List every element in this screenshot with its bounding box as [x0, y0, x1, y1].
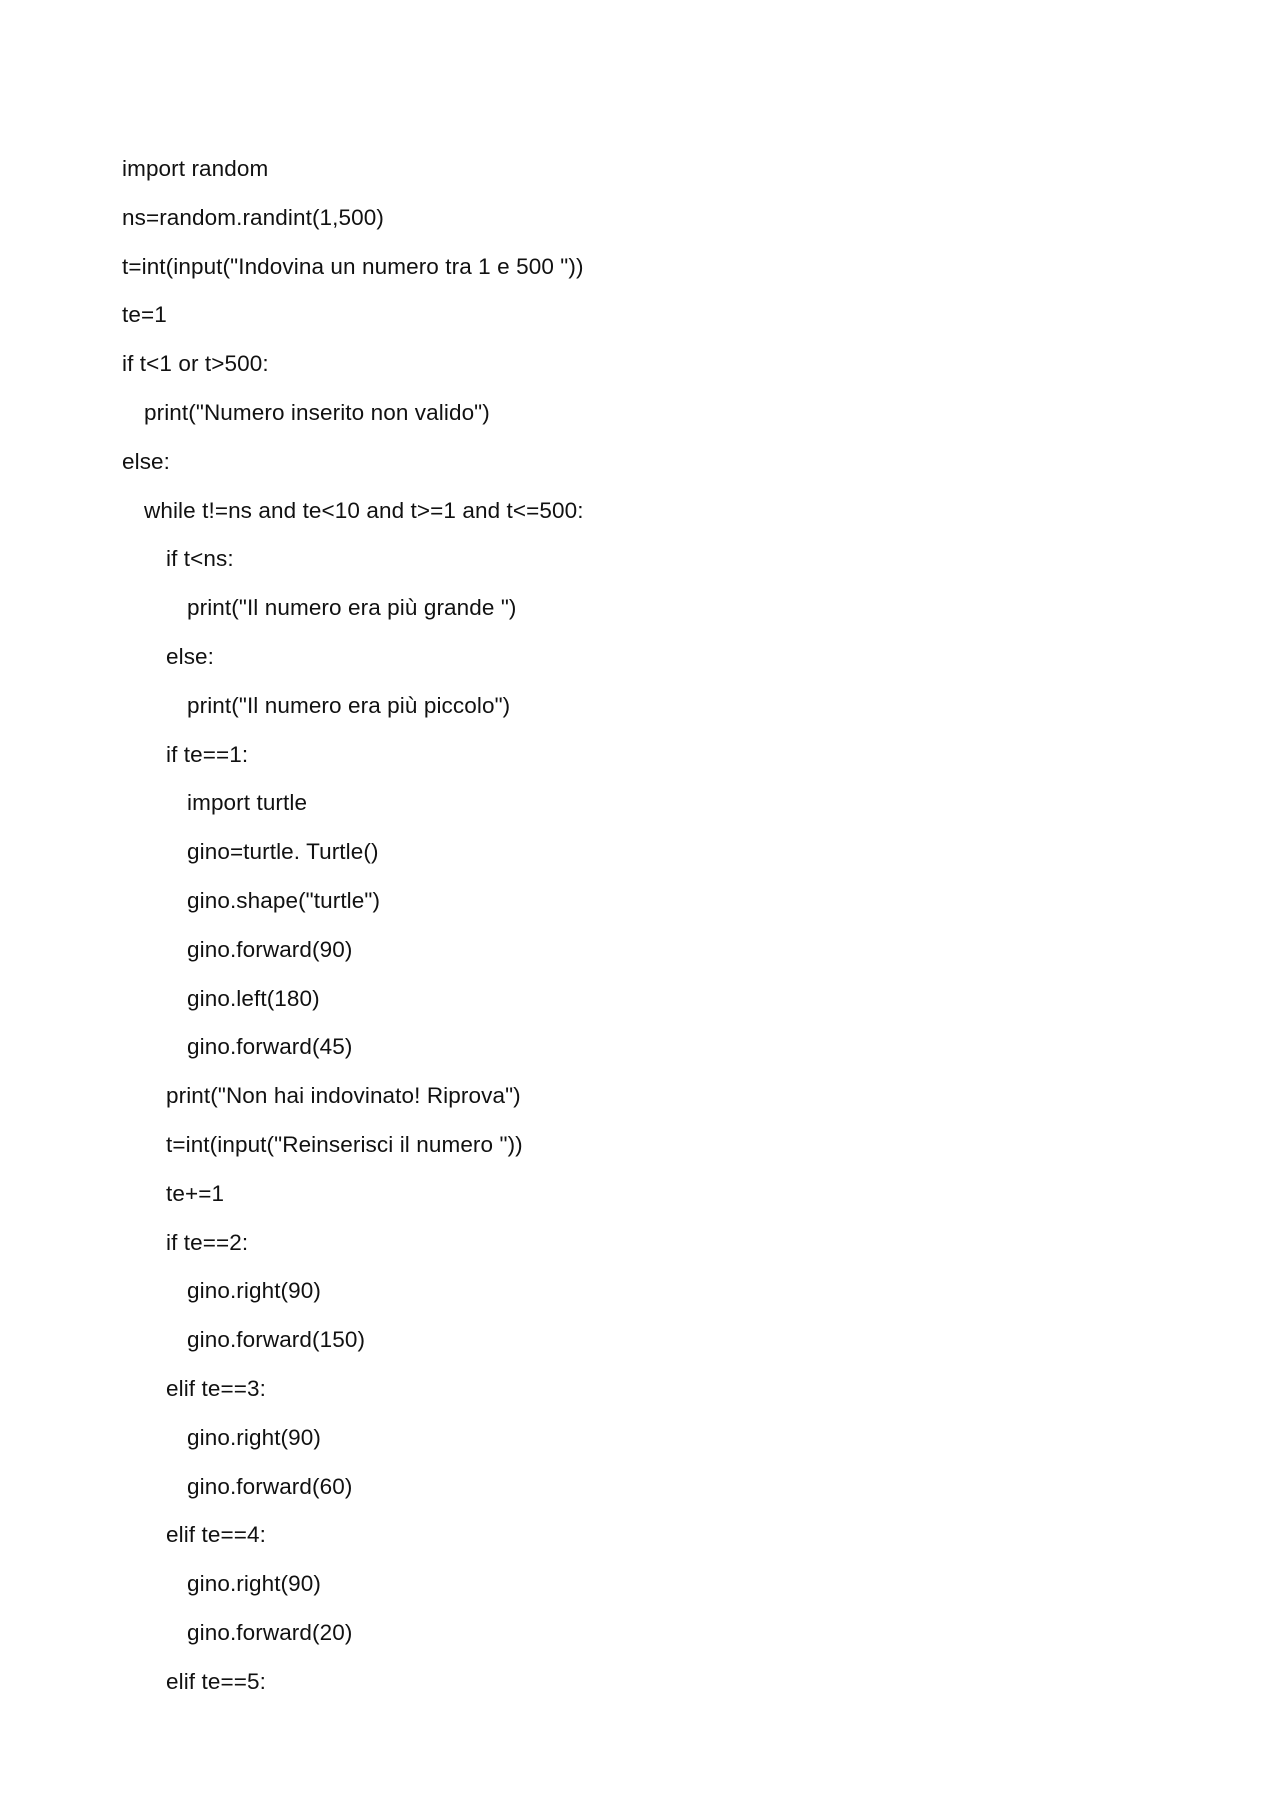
code-line: gino.shape("turtle"): [187, 887, 381, 913]
code-line: gino.forward(90): [187, 936, 353, 962]
code-line: gino.right(90): [187, 1278, 321, 1304]
code-line: while t!=ns and te<10 and t>=1 and t<=500:: [144, 497, 584, 523]
code-line: print("Il numero era più grande "): [187, 595, 517, 621]
code-line: elif te==5:: [166, 1668, 266, 1694]
code-line: gino.forward(20): [187, 1619, 353, 1645]
code-line: gino.left(180): [187, 985, 320, 1011]
code-line: te+=1: [166, 1180, 225, 1206]
code-line: gino.right(90): [187, 1571, 321, 1597]
code-line: ns=random.randint(1,500): [122, 204, 384, 230]
code-line: if t<ns:: [166, 546, 234, 572]
code-line: if t<1 or t>500:: [122, 351, 269, 377]
code-line: te=1: [122, 302, 167, 328]
code-line: gino.right(90): [187, 1424, 321, 1450]
code-line: if te==1:: [166, 741, 249, 767]
code-line: elif te==4:: [166, 1522, 266, 1548]
code-line: t=int(input("Indovina un numero tra 1 e 500 ")): [122, 253, 584, 279]
code-line: import turtle: [187, 790, 308, 816]
code-line: gino.forward(45): [187, 1034, 353, 1060]
code-line: import random: [122, 156, 269, 181]
code-line: if te==2:: [166, 1229, 249, 1255]
code-line: gino.forward(60): [187, 1473, 353, 1499]
code-line: gino=turtle. Turtle(): [187, 839, 379, 865]
code-line: print("Il numero era più piccolo"): [187, 692, 511, 718]
code-line: t=int(input("Reinserisci il numero ")): [166, 1131, 523, 1157]
code-line: print("Numero inserito non valido"): [144, 399, 490, 425]
code-line: else:: [166, 643, 215, 669]
code-line: gino.forward(150): [187, 1327, 366, 1353]
code-listing: [122, 151, 584, 1713]
code-line: else:: [122, 448, 171, 474]
code-line: elif te==3:: [166, 1375, 266, 1401]
code-line: print("Non hai indovinato! Riprova"): [166, 1083, 521, 1109]
